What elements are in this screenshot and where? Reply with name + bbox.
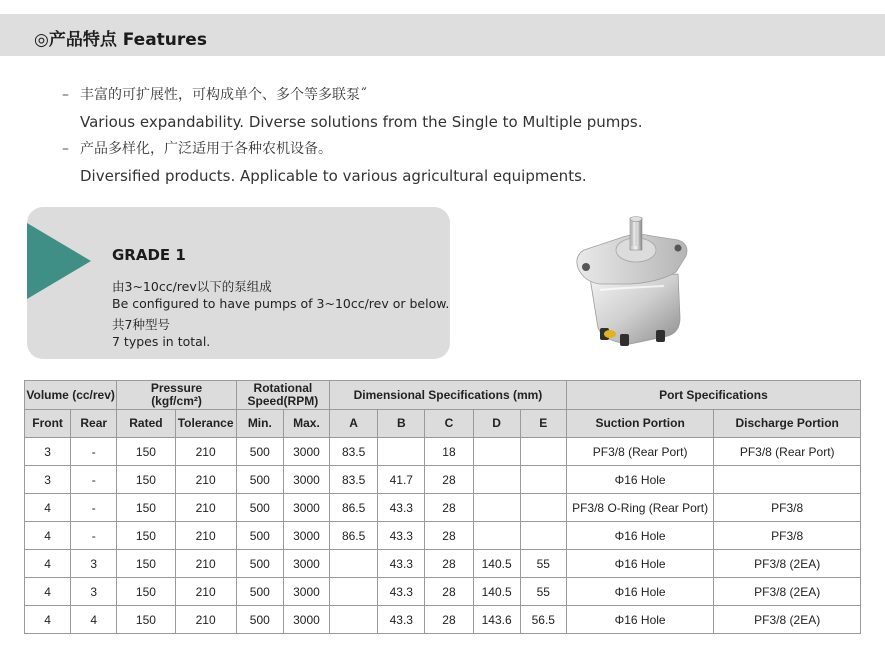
feature-item-cn <box>62 138 842 165</box>
table-cell: PF3/8 (2EA) <box>714 550 861 578</box>
table-cell: 3000 <box>283 522 329 550</box>
header-pressure-label: Pressure <box>150 381 203 395</box>
table-cell <box>473 494 520 522</box>
feature-text-cn: 丰富的可扩展性，可构成单个、多个等多联泵˝ <box>80 87 367 103</box>
col-header: Suction Portion <box>566 410 714 438</box>
table-cell: Φ16 Hole <box>566 578 714 606</box>
table-cell: 43.3 <box>378 550 425 578</box>
table-cell: PF3/8 (Rear Port) <box>714 438 861 466</box>
table-cell: 150 <box>117 494 175 522</box>
table-cell: 3000 <box>283 578 329 606</box>
grade-count-cn: 共7种型号 <box>112 317 170 332</box>
table-cell: 3000 <box>283 550 329 578</box>
table-cell: Φ16 Hole <box>566 606 714 634</box>
col-header: Rated <box>117 410 175 438</box>
table-cell: 3000 <box>283 438 329 466</box>
table-cell: Φ16 Hole <box>566 550 714 578</box>
col-header: B <box>378 410 425 438</box>
table-sub-header-row <box>25 410 861 438</box>
table-cell: 41.7 <box>378 466 425 494</box>
table-cell: 4 <box>71 606 117 634</box>
table-cell: Φ16 Hole <box>566 522 714 550</box>
table-cell: PF3/8 <box>714 494 861 522</box>
col-header: E <box>520 410 566 438</box>
specifications-table <box>24 380 861 634</box>
table-cell: - <box>71 494 117 522</box>
table-row <box>25 494 861 522</box>
table-cell: 28 <box>425 494 473 522</box>
table-row <box>25 522 861 550</box>
table-cell: 3000 <box>283 606 329 634</box>
table-cell: PF3/8 O-Ring (Rear Port) <box>566 494 714 522</box>
table-cell <box>330 550 378 578</box>
table-cell: 500 <box>236 522 283 550</box>
table-cell: 500 <box>236 494 283 522</box>
table-cell: 150 <box>117 550 175 578</box>
table-cell: Φ16 Hole <box>566 466 714 494</box>
table-cell: 150 <box>117 466 175 494</box>
table-cell: 28 <box>425 522 473 550</box>
table-cell: 3 <box>25 466 71 494</box>
table-cell: 4 <box>25 522 71 550</box>
table-cell: 4 <box>25 494 71 522</box>
table-cell: PF3/8 (2EA) <box>714 578 861 606</box>
table-row <box>25 466 861 494</box>
table-cell <box>378 438 425 466</box>
col-header: Front <box>25 410 71 438</box>
grade-desc-en: Be configured to have pumps of 3~10cc/rev or below. <box>112 296 450 311</box>
table-cell: 28 <box>425 550 473 578</box>
table-cell: 150 <box>117 606 175 634</box>
col-header: Rear <box>71 410 117 438</box>
table-cell: 500 <box>236 466 283 494</box>
feature-item-en: Diversified products. Applicable to various agricultural equipments. <box>80 167 587 185</box>
table-cell: 28 <box>425 606 473 634</box>
dash-icon: – <box>62 87 69 103</box>
table-cell: 4 <box>25 578 71 606</box>
table-cell <box>473 466 520 494</box>
section-title: ◎产品特点 Features <box>34 30 207 50</box>
table-cell: 210 <box>175 606 236 634</box>
table-cell: 56.5 <box>520 606 566 634</box>
table-cell: - <box>71 466 117 494</box>
table-cell: 18 <box>425 438 473 466</box>
grade-desc-cn: 由3~10cc/rev以下的泵组成 <box>112 279 272 294</box>
table-cell: 500 <box>236 438 283 466</box>
table-cell: 140.5 <box>473 550 520 578</box>
table-cell <box>520 466 566 494</box>
header-pressure-unit: (kgf/cm²) <box>151 394 202 408</box>
table-cell: 210 <box>175 438 236 466</box>
table-cell: 210 <box>175 522 236 550</box>
table-body <box>25 438 861 634</box>
table-cell <box>330 606 378 634</box>
table-cell: 3 <box>25 438 71 466</box>
table-cell: 210 <box>175 466 236 494</box>
header-port: Port Specifications <box>566 381 860 410</box>
feature-item-en: Various expandability. Diverse solutions from the Single to Multiple pumps. <box>80 113 643 131</box>
table-cell: PF3/8 <box>714 522 861 550</box>
table-cell <box>473 438 520 466</box>
table-row <box>25 438 861 466</box>
table-cell: 500 <box>236 550 283 578</box>
table-cell: 83.5 <box>330 438 378 466</box>
feature-list <box>62 84 842 192</box>
table-cell: 210 <box>175 550 236 578</box>
table-cell: 55 <box>520 578 566 606</box>
table-cell: PF3/8 (Rear Port) <box>566 438 714 466</box>
table-cell: 3000 <box>283 466 329 494</box>
section-header <box>0 14 885 56</box>
table-cell: 140.5 <box>473 578 520 606</box>
table-cell <box>330 578 378 606</box>
table-group-header-row <box>25 381 861 410</box>
pump-image <box>560 210 700 350</box>
table-cell: 43.3 <box>378 606 425 634</box>
feature-text-cn: 产品多样化，广泛适用于各种农机设备。 <box>80 141 332 157</box>
table-cell: 83.5 <box>330 466 378 494</box>
col-header: C <box>425 410 473 438</box>
header-dimensional: Dimensional Specifications (mm) <box>330 381 567 410</box>
table-cell: - <box>71 522 117 550</box>
table-cell: 43.3 <box>378 522 425 550</box>
table-cell <box>520 438 566 466</box>
col-header: A <box>330 410 378 438</box>
table-cell <box>714 466 861 494</box>
header-rotational-speed: Rotational Speed(RPM) <box>236 381 329 410</box>
table-cell: 43.3 <box>378 494 425 522</box>
col-header: D <box>473 410 520 438</box>
table-cell: 143.6 <box>473 606 520 634</box>
table-cell: 28 <box>425 466 473 494</box>
table-cell: 210 <box>175 578 236 606</box>
gear-pump-illustration <box>560 210 700 350</box>
grade-count-en: 7 types in total. <box>112 334 211 349</box>
table-cell: 210 <box>175 494 236 522</box>
col-header: Discharge Portion <box>714 410 861 438</box>
table-cell <box>473 522 520 550</box>
table-cell: 55 <box>520 550 566 578</box>
col-header: Min. <box>236 410 283 438</box>
table-cell: 500 <box>236 606 283 634</box>
grade-panel <box>27 207 450 359</box>
col-header: Max. <box>283 410 329 438</box>
header-volume: Volume (cc/rev) <box>25 381 117 410</box>
table-cell: 86.5 <box>330 522 378 550</box>
header-pressure <box>117 381 236 410</box>
grade-title: GRADE 1 <box>112 246 186 264</box>
col-header: Tolerance <box>175 410 236 438</box>
table-cell: 3 <box>71 578 117 606</box>
table-cell: 150 <box>117 438 175 466</box>
table-cell <box>520 522 566 550</box>
table-cell: 86.5 <box>330 494 378 522</box>
table-row <box>25 606 861 634</box>
table-row <box>25 578 861 606</box>
table-cell: - <box>71 438 117 466</box>
table-cell: 4 <box>25 550 71 578</box>
arrow-icon <box>27 223 91 299</box>
dash-icon: – <box>62 141 69 157</box>
table-cell: 500 <box>236 578 283 606</box>
table-cell: 150 <box>117 522 175 550</box>
table-cell: 3000 <box>283 494 329 522</box>
table-cell: 3 <box>71 550 117 578</box>
table-cell: 28 <box>425 578 473 606</box>
table-cell: 150 <box>117 578 175 606</box>
table-cell: PF3/8 (2EA) <box>714 606 861 634</box>
table-cell: 4 <box>25 606 71 634</box>
table-cell: 43.3 <box>378 578 425 606</box>
table-cell <box>520 494 566 522</box>
feature-item-cn <box>62 84 842 111</box>
table-row <box>25 550 861 578</box>
